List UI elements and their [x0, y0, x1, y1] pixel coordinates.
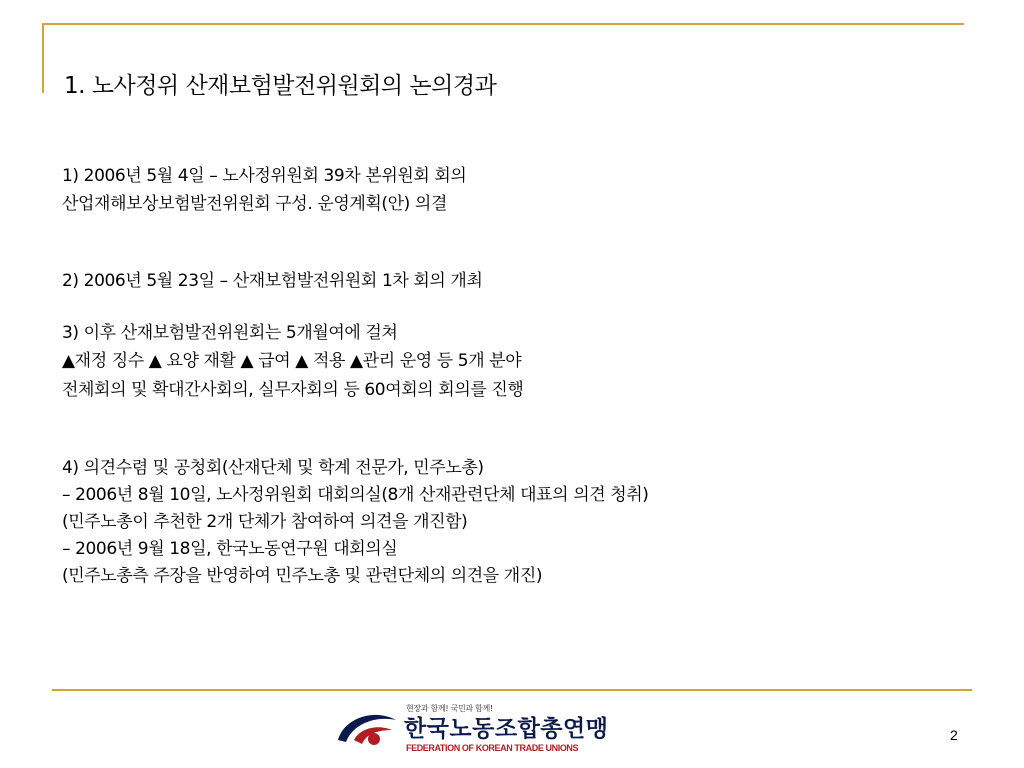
slide-title: 1. 노사정위 산재보험발전위원회의 논의경과 [64, 73, 497, 99]
frame-top-line [42, 23, 964, 25]
item-3-topics: ▲재정 징수 ▲ 요양 재활 ▲ 급여 ▲ 적용 ▲관리 운영 등 5개 분야 [62, 351, 522, 371]
frame-bottom-line [52, 689, 972, 691]
item-1-heading: 1) 2006년 5월 4일 – 노사정위원회 39차 본위원회 회의 [62, 166, 467, 186]
item-4-sub-1: – 2006년 8월 10일, 노사정위원회 대회의실(8개 산재관련단체 대표의 의견 청취) [62, 485, 649, 505]
frame-left-line [42, 23, 44, 93]
item-4-sub-2-note: (민주노총측 주장을 반영하여 민주노총 및 관련단체의 의견을 개진) [62, 566, 543, 586]
item-4-sub-1-note: (민주노총이 추천한 2개 단체가 참여하여 의견을 개진함) [62, 512, 468, 532]
logo-english-name: FEDERATION OF KOREAN TRADE UNIONS [406, 743, 579, 753]
item-2-heading: 2) 2006년 5월 23일 – 산재보험발전위원회 1차 회의 개최 [62, 271, 483, 291]
logo-slogan: 현장과 함께! 국민과 함께! [406, 704, 493, 713]
fktu-emblem-icon [334, 710, 400, 750]
item-4-sub-2: – 2006년 9월 18일, 한국노동연구원 대회의실 [62, 539, 398, 559]
page-number: 2 [950, 727, 958, 743]
fktu-logo [334, 700, 684, 756]
item-3-detail: 전체회의 및 확대간사회의, 실무자회의 등 60여회의 회의를 진행 [62, 380, 524, 400]
logo-name: 한국노동조합총연맹 [404, 716, 609, 742]
item-4-heading: 4) 의견수렴 및 공청회(산재단체 및 학계 전문가, 민주노총) [62, 458, 484, 478]
item-1-detail: 산업재해보상보험발전위원회 구성. 운영계획(안) 의결 [62, 194, 447, 214]
item-3-heading: 3) 이후 산재보험발전위원회는 5개월여에 걸쳐 [62, 323, 398, 343]
